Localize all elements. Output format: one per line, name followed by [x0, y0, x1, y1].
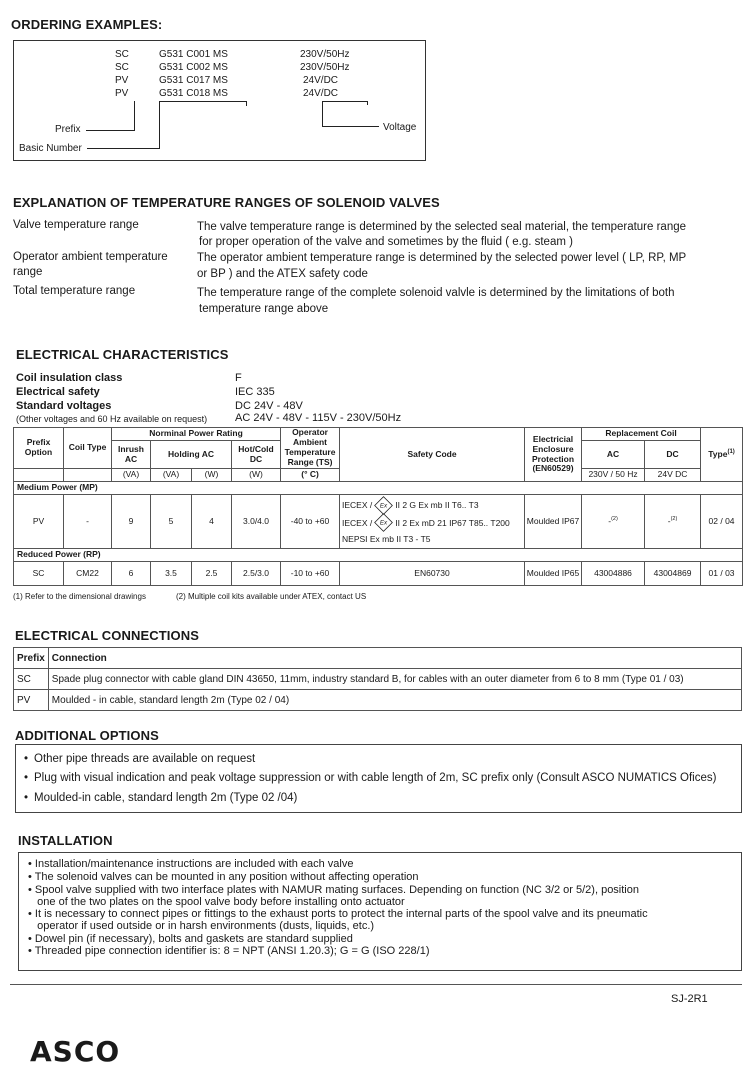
ex-symbol-icon: [374, 496, 393, 515]
ordering-number: G531 C002 MS: [159, 62, 228, 73]
ordering-number-column: [159, 48, 228, 100]
basic-number-label: Basic Number: [19, 143, 82, 154]
safety-text: II 2 G Ex mb II T6.. T3: [395, 500, 479, 511]
basic-leader-line: [159, 101, 160, 149]
ordering-prefix-column: [115, 48, 129, 100]
section-medium-power: Medium Power (MP): [14, 482, 743, 495]
temperature-heading: EXPLANATION OF TEMPERATURE RANGES OF SOLENOID VALVES: [13, 195, 440, 210]
mp-ac-sup: (2): [611, 516, 618, 523]
voltage-leader-line: [322, 126, 379, 127]
header-operator-temp: Operator Ambient Temperature Range (TS): [281, 428, 340, 469]
temperature-desc: temperature range above: [199, 303, 329, 315]
mp-enclosure: Moulded IP67: [525, 495, 582, 549]
rp-hotcold: 2.5/3.0: [232, 562, 281, 586]
voltage-leader-line: [367, 101, 368, 105]
connection-text: Moulded - in cable, standard length 2m (Type 02 / 04): [48, 690, 741, 711]
header-dc: DC: [645, 441, 701, 469]
basic-leader-line: [246, 101, 247, 106]
mp-holding-w: 4: [192, 495, 232, 549]
temperature-desc: The temperature range of the complete solenoid valvle is determined by the limitations of both: [197, 287, 675, 299]
rp-inrush: 6: [112, 562, 151, 586]
rp-holding-va: 3.5: [151, 562, 192, 586]
connection-text: Spade plug connector with cable gland DIN 43650, 11mm, industry standard B, for cables with an outer diameter from 6 to 8 mm (Type 01 / 03): [48, 669, 741, 690]
mp-type: 02 / 04: [701, 495, 743, 549]
mp-ac-value: -: [608, 516, 612, 527]
basic-leader-line: [159, 101, 247, 102]
ordering-voltage: 230V/50Hz: [300, 49, 350, 60]
temperature-desc: or BP ) and the ATEX safety code: [197, 268, 368, 280]
header-type-sup: (1): [727, 449, 735, 456]
mp-dc-sup: (2): [670, 516, 678, 523]
connection-prefix: SC: [14, 669, 49, 690]
temperature-term: Total temperature range: [13, 285, 136, 297]
ordering-prefix: SC: [115, 49, 129, 60]
voltage-leader-line: [322, 101, 323, 127]
ex-symbol-icon: [374, 513, 393, 532]
ordering-prefix: SC: [115, 62, 129, 73]
connection-prefix: PV: [14, 690, 49, 711]
unit-blank: [64, 469, 112, 482]
installation-line: • Installation/maintenance instructions are included with each valve: [28, 858, 354, 870]
ordering-voltage-column: [300, 48, 349, 100]
safety-prefix: IECEX /: [342, 500, 373, 511]
prefix-leader-line: [134, 101, 135, 131]
header-safety-code: Safety Code: [340, 428, 525, 482]
option-text: Other pipe threads are available on request: [34, 753, 256, 765]
safety-prefix: IECEX /: [342, 517, 373, 528]
voltage-leader-line: [322, 101, 367, 102]
header-inrush: Inrush AC: [112, 441, 151, 469]
mp-safety: [340, 495, 525, 549]
temperature-term: Operator ambient temperature: [13, 251, 168, 263]
ac-voltages: AC 24V - 48V - 115V - 230V/50Hz: [235, 412, 402, 424]
spec-value: DC 24V - 48V: [235, 400, 303, 412]
prefix-leader-line: [86, 130, 135, 131]
spec-value: F: [235, 372, 242, 384]
spec-label: Electrical safety: [16, 386, 100, 398]
electrical-heading: ELECTRICAL CHARACTERISTICS: [16, 347, 229, 362]
temperature-term: Valve temperature range: [13, 219, 139, 231]
ordering-voltage: 230V/50Hz: [300, 62, 350, 73]
temperature-term: range: [13, 266, 43, 278]
temperature-desc: The valve temperature range is determined by the selected seal material, the temperature range: [197, 221, 687, 233]
rp-coil: CM22: [64, 562, 112, 586]
installation-line: • Dowel pin (if necessary), bolts and gaskets are standard supplied: [28, 933, 353, 945]
safety-line: [342, 497, 523, 514]
header-nominal-power: Norminal Power Rating: [112, 428, 281, 441]
unit-ac: 230V / 50 Hz: [582, 469, 645, 482]
safety-text: II 2 Ex mD 21 IP67 T85.. T200: [395, 517, 510, 528]
footnote-1: (1) Refer to the dimensional drawings: [13, 592, 146, 601]
mp-ac: [582, 495, 645, 549]
footnote-2: (2) Multiple coil kits available under ATEX, contact US: [176, 592, 367, 601]
ordering-number: G531 C001 MS: [159, 49, 228, 60]
ordering-voltage: 24V/DC: [303, 88, 339, 99]
footer-rule: [10, 984, 742, 985]
connections-table: [13, 647, 742, 711]
unit-w: (W): [192, 469, 232, 482]
unit-dc: 24V DC: [645, 469, 701, 482]
header-holding: Holding AC: [151, 441, 232, 469]
bullet-icon: •: [24, 753, 29, 765]
bullet-icon: •: [24, 772, 29, 784]
rp-dc: 43004869: [645, 562, 701, 586]
page-code: SJ-2R1: [671, 993, 708, 1005]
installation-line: • It is necessary to connect pipes or fittings to the exhaust ports to protect the internal parts of the spool valve and its pneumatic: [28, 908, 648, 920]
spec-label: Standard voltages: [16, 400, 112, 412]
section-reduced-power: Reduced Power (RP): [14, 549, 743, 562]
mp-temp: -40 to +60: [281, 495, 340, 549]
mp-dc-value: -: [667, 516, 671, 527]
header-prefix-option: Prefix Option: [14, 428, 64, 469]
rp-temp: -10 to +60: [281, 562, 340, 586]
safety-line: [342, 515, 523, 532]
option-item: [24, 772, 716, 784]
installation-box: [18, 852, 742, 971]
ex-symbol-text: Ex: [380, 501, 388, 509]
header-coil-type: Coil Type: [64, 428, 112, 469]
ordering-prefix: PV: [115, 88, 129, 99]
safety-line: NEPSI Ex mb II T3 - T5: [342, 533, 431, 544]
unit-blank: [14, 469, 64, 482]
installation-line: • Threaded pipe connection identifier is: 8 = NPT (ANSI 1.20.3); G = G (ISO 228/1): [28, 945, 430, 957]
installation-line: • Spool valve supplied with two interface plates with NAMUR mating surfaces. Depending on function (NC 3/2 or 5/2), position: [28, 884, 639, 896]
ordering-voltage: 24V/DC: [303, 75, 339, 86]
bullet-icon: •: [24, 792, 29, 804]
unit-va: (VA): [112, 469, 151, 482]
option-item: [24, 753, 255, 765]
header-ac: AC: [582, 441, 645, 469]
connections-heading: ELECTRICAL CONNECTIONS: [15, 628, 199, 643]
header-enclosure: Electricial Enclosure Protection (EN60529): [525, 428, 582, 482]
electrical-table: [13, 427, 743, 586]
header-replacement-coil: Replacement Coil: [582, 428, 701, 441]
spec-value: IEC 335: [235, 386, 275, 398]
spec-label: Coil insulation class: [16, 372, 123, 384]
ordering-number: G531 C018 MS: [159, 88, 228, 99]
installation-line: one of the two plates on the spool valve body before installing onto actuator: [28, 896, 405, 908]
installation-line: operator if used outside or in harsh environments (dusts, liquids, etc.): [28, 920, 375, 932]
other-voltages-note: (Other voltages and 60 Hz available on request): [16, 414, 208, 424]
temperature-desc: The operator ambient temperature range is determined by the selected power level ( LP, RP, MP: [197, 252, 687, 264]
rp-prefix: SC: [14, 562, 64, 586]
unit-celsius: (° C): [281, 469, 340, 482]
installation-heading: INSTALLATION: [18, 833, 113, 848]
header-prefix: Prefix: [14, 648, 49, 669]
ordering-number: G531 C017 MS: [159, 75, 228, 86]
prefix-label: Prefix: [55, 124, 81, 135]
header-connection: Connection: [48, 648, 741, 669]
rp-safety: EN60730: [340, 562, 525, 586]
ordering-heading: ORDERING EXAMPLES:: [11, 17, 163, 32]
mp-hotcold: 3.0/4.0: [232, 495, 281, 549]
option-text: Moulded-in cable, standard length 2m (Type 02 /04): [34, 792, 298, 804]
header-type: [701, 428, 743, 482]
ordering-box: [13, 40, 426, 161]
rp-enclosure: Moulded IP65: [525, 562, 582, 586]
asco-logo: ASCO: [30, 1035, 121, 1068]
installation-line: • The solenoid valves can be mounted in any position without affecting operation: [28, 871, 419, 883]
options-box: [15, 744, 742, 813]
ex-symbol-text: Ex: [380, 518, 388, 526]
rp-holding-w: 2.5: [192, 562, 232, 586]
voltage-label: Voltage: [383, 122, 417, 133]
mp-holding-va: 5: [151, 495, 192, 549]
temperature-desc: for proper operation of the valve and sometimes by the fluid ( e.g. steam ): [199, 236, 573, 248]
mp-dc: [645, 495, 701, 549]
option-text: Plug with visual indication and peak voltage suppression or with cable length of 2m, SC prefix only (Consult ASCO NUMATICS Ofices): [34, 772, 717, 784]
rp-ac: 43004886: [582, 562, 645, 586]
header-type-label: Type: [708, 449, 728, 460]
unit-va: (VA): [151, 469, 192, 482]
unit-w: (W): [232, 469, 281, 482]
mp-prefix: PV: [14, 495, 64, 549]
option-item: [24, 792, 297, 804]
rp-type: 01 / 03: [701, 562, 743, 586]
mp-inrush: 9: [112, 495, 151, 549]
ordering-prefix: PV: [115, 75, 129, 86]
options-heading: ADDITIONAL OPTIONS: [15, 728, 159, 743]
header-hotcold: Hot/Cold DC: [232, 441, 281, 469]
basic-leader-line: [87, 148, 160, 149]
mp-coil: -: [64, 495, 112, 549]
